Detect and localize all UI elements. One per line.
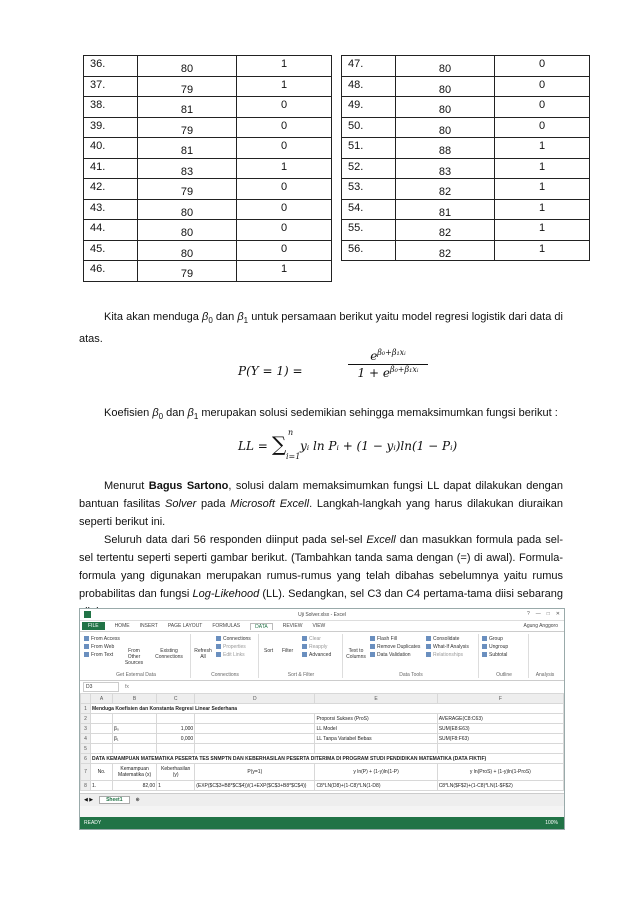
row-header[interactable]: 1 [81,704,91,714]
maximize-icon[interactable]: □ [546,611,550,617]
sheet-row [81,764,564,781]
paragraph-solver: Menurut Bagus Sartono, solusi dalam memaksimumkan fungsi LL dapat dilakukan dengan bantuan fasilitas Solver pada Microsoft Excell. Langkah-langkah yang harus dilakukan diuraikan seperti berikut ini. [79,480,563,528]
sheet-cell[interactable]: 0,000 [157,734,195,744]
group-label: Get External Data [116,672,156,678]
tab-page-layout[interactable]: PAGE LAYOUT [167,623,203,629]
row-number: 46. [84,261,138,282]
sheet-cell[interactable] [113,744,157,754]
refresh-all-button[interactable]: Refresh All [194,648,212,660]
score-cell: 82 [396,240,495,261]
result-cell: 1 [495,240,590,261]
connections-button[interactable]: Connections [216,636,251,642]
score-cell: 80 [396,76,495,97]
tab-view[interactable]: VIEW [312,623,326,629]
column-header[interactable]: B [113,694,157,704]
table-row [342,138,590,159]
sheet-cell[interactable]: SUM(F8:F63) [437,734,563,744]
add-sheet-icon[interactable]: ⊕ [135,797,140,803]
sheet-cell[interactable]: β₀ [113,724,157,734]
column-header[interactable] [81,694,91,704]
table-row [84,56,332,77]
data-table-right [341,55,590,261]
sheet-cell[interactable] [315,744,437,754]
sheet-tab-bar [80,793,564,806]
row-number: 42. [84,179,138,200]
result-cell: 0 [237,179,332,200]
row-number: 56. [342,240,396,261]
score-cell: 81 [138,138,237,159]
row-number: 37. [84,76,138,97]
table-row [84,261,332,282]
reapply-button[interactable]: Reapply [302,644,327,650]
sheet-cell[interactable] [91,734,113,744]
sheet-cell[interactable]: y ln(P) + (1-y)ln(1-P) [315,764,437,781]
score-cell: 82 [396,220,495,241]
from-access-button[interactable]: From Access [84,636,120,642]
table-row [84,158,332,179]
user-name[interactable]: Agung Anggoro [523,623,558,629]
equation-fraction: $e^{\beta_0+\beta_1xᵢ}$ $1 + e^{\beta_0+\beta_1xᵢ}$ [348,348,428,380]
table-row [84,240,332,261]
sheet-cell[interactable]: No. [91,764,113,781]
sheet-cell[interactable]: LL Model [315,724,437,734]
properties-button[interactable]: Properties [216,644,246,650]
score-cell: 79 [138,261,237,282]
row-number: 54. [342,199,396,220]
sheet-cell[interactable] [195,744,315,754]
result-cell: 0 [495,117,590,138]
sheet-cell[interactable] [195,734,315,744]
paragraph-intro: Kita akan menduga $\beta_0$ dan $\beta_1$ untuk persamaan berikut yaitu model regresi logistik dari data di atas. [79,311,563,345]
sheet-cell[interactable]: LL Tanpa Variabel Bebas [315,734,437,744]
sheet-cell[interactable] [437,744,563,754]
close-icon[interactable]: ✕ [555,611,560,617]
row-number: 55. [342,220,396,241]
score-cell: 88 [396,138,495,159]
result-cell: 1 [495,138,590,159]
sheet-cell[interactable]: Kemampuan Matematika (x) [113,764,157,781]
group-data-tools: Text to Columns Flash Fill Remove Duplicates Data Validation Consolidate What-If Analysis Relationships Data Tools [344,634,479,678]
result-cell: 1 [237,56,332,77]
sheet-cell[interactable]: AVERAGE(C8:C63) [437,714,563,724]
sheet-row [81,704,564,714]
from-web-button[interactable]: From Web [84,644,114,650]
tab-home[interactable]: HOME [114,623,130,629]
ribbon-tabs [80,621,564,631]
sheet-cell[interactable]: C8*LN(D8)+(1-C8)*LN(1-D8) [315,781,437,791]
equation-lhs: P(Y = 1) = [238,364,303,378]
row-header[interactable]: 2 [81,714,91,724]
sheet-cell[interactable]: Menduga Koefisien dan Konstanta Regresi Linear Sederhana [91,704,564,714]
row-number: 40. [84,138,138,159]
sheet-cell[interactable]: Keberhasilan (y) [157,764,195,781]
tab-data[interactable]: DATA [250,623,273,630]
result-cell: 0 [495,56,590,77]
column-header[interactable]: D [195,694,315,704]
score-cell: 79 [138,179,237,200]
relationships-button[interactable]: Relationships [426,652,463,658]
row-number: 47. [342,56,396,77]
row-number: 50. [342,117,396,138]
score-cell: 80 [396,56,495,77]
result-cell: 1 [237,76,332,97]
score-cell: 80 [396,117,495,138]
sheet-cell[interactable]: DATA KEMAMPUAN MATEMATIKA PESERTA TES SNMPTN DAN KEBERHASILAN PESERTA DITERIMA DI PROGRAM STUDI PENDIDIKAN MATEMATIKA (DATA FIKTIF) [91,754,564,764]
sort-button[interactable]: Sort [264,648,274,654]
ungroup-button[interactable]: Ungroup [482,644,508,650]
row-number: 52. [342,158,396,179]
tab-formulas[interactable]: FORMULAS [212,623,241,629]
score-cell: 83 [138,158,237,179]
score-cell: 80 [138,220,237,241]
row-header[interactable]: 3 [81,724,91,734]
filter-button[interactable]: Filter [282,648,294,654]
sheet-cell[interactable] [91,714,113,724]
row-header[interactable]: 5 [81,744,91,754]
result-cell: 0 [495,97,590,118]
data-table-left [83,55,332,282]
name-box[interactable]: D3 [83,682,119,692]
sheet-row [81,781,564,791]
sheet-row [81,754,564,764]
sheet-cell[interactable] [113,714,157,724]
table-row [84,220,332,241]
table-row [342,240,590,261]
advanced-button[interactable]: Advanced [302,652,331,658]
sheet-cell[interactable]: (EXP($C$3+B8*$C$4))/(1+EXP($C$3+B8*$C$4)) [195,781,315,791]
score-cell: 80 [396,97,495,118]
result-cell: 1 [237,158,332,179]
sheet-row [81,734,564,744]
table-row [84,76,332,97]
worksheet-grid[interactable] [80,693,564,793]
column-header-row [81,694,564,704]
existing-connections-button[interactable]: Existing Connections [155,648,183,660]
sheet-row [81,724,564,734]
data-validation-button[interactable]: Data Validation [370,652,411,658]
table-row [342,199,590,220]
result-cell: 1 [495,220,590,241]
window-controls [527,611,560,617]
table-row [342,179,590,200]
sheet-cell[interactable]: P(y=1) [195,764,315,781]
minimize-icon[interactable]: — [535,611,541,617]
sheet-cell[interactable] [195,714,315,724]
sheet-cell[interactable]: C8*LN($F$2)+(1-C8)*LN(1-$F$2) [437,781,563,791]
result-cell: 0 [237,240,332,261]
table-row [342,158,590,179]
result-cell: 0 [237,199,332,220]
row-header[interactable]: 4 [81,734,91,744]
paragraph-coefficient: Koefisien $\beta_0$ dan $\beta_1$ merupakan solusi sedemikian sehingga memaksimumkan fungsi berikut : [104,407,558,421]
status-text: READY [84,820,102,826]
table-row [342,56,590,77]
column-header[interactable]: F [437,694,563,704]
score-cell: 81 [138,97,237,118]
sheet-cell[interactable]: 1. [91,781,113,791]
score-cell: 80 [138,199,237,220]
edit-links-button[interactable]: Edit Links [216,652,245,658]
result-cell: 1 [495,199,590,220]
sheet-cell[interactable] [157,714,195,724]
result-cell: 1 [237,261,332,282]
table-row [84,179,332,200]
row-number: 51. [342,138,396,159]
score-cell: 82 [396,179,495,200]
result-cell: 1 [495,179,590,200]
score-cell: 79 [138,76,237,97]
sheet-row [81,714,564,724]
sheet-cell[interactable]: 1,000 [157,724,195,734]
row-number: 44. [84,220,138,241]
score-cell: 80 [138,56,237,77]
group-get-external-data [82,634,191,678]
result-cell: 0 [237,138,332,159]
consolidate-button[interactable]: Consolidate [426,636,459,642]
table-row [84,138,332,159]
score-cell: 83 [396,158,495,179]
sheet-cell[interactable] [91,724,113,734]
row-number: 53. [342,179,396,200]
result-cell: 0 [495,76,590,97]
table-row [84,199,332,220]
group-outline: Group Ungroup Subtotal Outline [480,634,529,678]
group-sort-filter: Sort Filter Clear Reapply Advanced Sort & Filter [260,634,343,678]
sheet-cell[interactable]: Proporsi Sukses (ProS) [315,714,437,724]
equation-logistic [238,364,303,378]
table-row [342,117,590,138]
excel-title-bar [80,609,564,621]
zoom-level[interactable]: 100% [545,820,558,826]
tab-review[interactable]: REVIEW [282,623,303,629]
group-button[interactable]: Group [482,636,503,642]
table-row [84,117,332,138]
window-title: Uji Solver.xlsx - Excel [298,611,346,618]
sheet-cell[interactable] [91,744,113,754]
row-number: 48. [342,76,396,97]
sheet-cell[interactable]: 82,00 [113,781,157,791]
fx-icon[interactable]: fx [125,684,129,690]
table-row [342,97,590,118]
table-row [84,97,332,118]
row-number: 45. [84,240,138,261]
excel-screenshot [79,608,565,830]
row-number: 36. [84,56,138,77]
flash-fill-button[interactable]: Flash Fill [370,636,397,642]
tab-insert[interactable]: INSERT [139,623,158,629]
what-if-analysis-button[interactable]: What-If Analysis [426,644,469,650]
row-header[interactable]: 7 [81,764,91,781]
ribbon-data [80,631,564,681]
help-icon[interactable]: ? [526,611,530,617]
score-cell: 80 [138,240,237,261]
sheet-row [81,744,564,754]
result-cell: 1 [495,158,590,179]
remove-duplicates-button[interactable]: Remove Duplicates [370,644,420,650]
excel-logo-icon [84,611,91,618]
row-number: 49. [342,97,396,118]
table-row [342,220,590,241]
row-number: 38. [84,97,138,118]
group-connections: Refresh All Connections Properties Edit Links Connections [192,634,259,678]
status-bar [80,817,564,829]
sheet-cell[interactable] [157,744,195,754]
score-cell: 81 [396,199,495,220]
row-number: 41. [84,158,138,179]
tab-file[interactable]: FILE [82,622,105,630]
sheet-cell[interactable]: y ln(ProS) + (1-y)ln(1-ProS) [437,764,563,781]
sheet-cell[interactable]: SUM(E8:E63) [437,724,563,734]
subtotal-button[interactable]: Subtotal [482,652,507,658]
sheet-cell[interactable] [195,724,315,734]
result-cell: 0 [237,117,332,138]
prev-sheet-icon[interactable]: ◀ ▶ [84,797,94,803]
paragraph-data-entry: Seluruh data dari 56 responden diinput pada sel-sel Excell dan masukkan formula pada sel-sel tertentu seperti seperti gambar berikut. (Tambahkan tanda sama dengan (=) di awal). Formula-formula yang digunakan merupakan rumus-rumus yang telah dibahas sebelumnya yaitu rumus probabilitas dan fungsi Log-Likehood (LL). Sedangkan, sel C3 dan C4 pertama-tama diisi sebarang [79,534,563,600]
table-row [342,76,590,97]
row-header[interactable]: 8 [81,781,91,791]
sheet-cell[interactable]: 1 [157,781,195,791]
clear-button[interactable]: Clear [302,636,321,642]
sheet-tab[interactable]: Sheet1 [99,796,129,804]
from-text-button[interactable]: From Text [84,652,113,658]
row-number: 43. [84,199,138,220]
score-cell: 79 [138,117,237,138]
row-number: 39. [84,117,138,138]
text-to-columns-button[interactable]: Text to Columns [346,648,366,660]
sheet-cell[interactable]: β₁ [113,734,157,744]
from-other-sources-button[interactable]: From Other Sources [124,648,144,666]
column-header[interactable]: C [157,694,195,704]
group-analysis: Analysis [535,672,555,678]
column-header[interactable]: E [315,694,437,704]
column-header[interactable]: A [91,694,113,704]
row-header[interactable]: 6 [81,754,91,764]
result-cell: 0 [237,220,332,241]
result-cell: 0 [237,97,332,118]
